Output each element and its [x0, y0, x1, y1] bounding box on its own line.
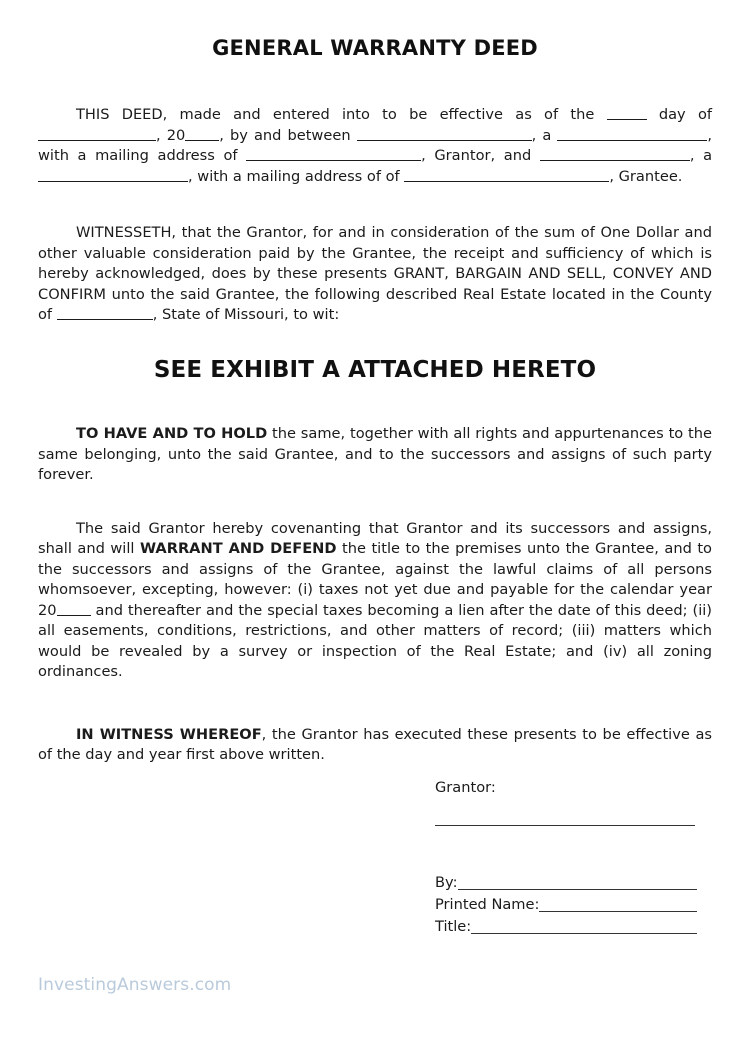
signature-field-label: Title:	[435, 918, 472, 935]
intro-a-label-2: , a	[689, 147, 713, 165]
intro-lead-text: THIS DEED, made and entered into to be effective as of the	[76, 106, 595, 124]
intro-mailing-address-label: , with a mailing address of	[38, 126, 712, 165]
signature-field-printed-name	[435, 895, 697, 915]
signature-field-rule-by[interactable]	[458, 888, 697, 890]
signature-grantor-label: Grantor:	[435, 779, 496, 796]
signature-field-title	[435, 917, 697, 937]
spacer	[38, 326, 712, 356]
witnesseth-state-text: , State of Missouri, to wit:	[152, 306, 340, 324]
signature-field-rule-printed-name[interactable]	[539, 910, 697, 912]
witness-whereof-bold-lead: IN WITNESS WHEREOF	[76, 725, 262, 743]
intro-of-label: of	[697, 106, 713, 124]
covenant-bold-phrase: WARRANT AND DEFEND	[139, 540, 337, 558]
intro-mailing-address-label-2: , with a mailing address of	[188, 167, 381, 185]
intro-year-prefix: 20	[166, 126, 186, 144]
habendum-text: the same, together with all rights and appurtenances to the same belonging, unto the said Grantee, and to the successors and assigns of such party forever.	[38, 425, 712, 484]
intro-by-and-between: , by and between	[219, 126, 351, 144]
blank-calendar-year[interactable]	[57, 603, 91, 616]
spacer	[38, 61, 712, 105]
intro-of-label-2: of	[385, 167, 400, 185]
document-body	[38, 0, 712, 766]
page-title: GENERAL WARRANTY DEED	[212, 36, 538, 60]
signature-field-label: By:	[435, 874, 458, 891]
intro-grantor-and-label: , Grantor, and	[421, 147, 532, 165]
witness-whereof-text: , the Grantor has executed these presents to be effective as of the day and year first above written.	[38, 725, 713, 764]
blank-day[interactable]	[607, 107, 647, 120]
covenant-text-part3: and thereafter and the special taxes becoming a lien after the date of this deed; (ii) all easements, conditions, restrictions, and other matters of record; (iii) matters which would be revealed by a survey or inspection of the Real Estate; and (iv) all zoning ordinances.	[38, 601, 712, 681]
blank-year[interactable]	[185, 128, 219, 141]
spacer	[38, 187, 712, 223]
blank-grantee-entity-type[interactable]	[38, 169, 188, 182]
spacer	[38, 683, 712, 725]
witness-whereof-paragraph	[38, 725, 712, 766]
signature-line[interactable]	[435, 824, 695, 826]
signature-field-rule-title[interactable]	[471, 932, 697, 934]
blank-grantee-address[interactable]	[404, 169, 609, 182]
habendum-paragraph	[38, 424, 712, 486]
intro-day-label: day	[658, 106, 686, 124]
signature-block	[435, 778, 697, 939]
intro-a-label: a	[542, 126, 552, 144]
blank-grantor-entity-type[interactable]	[557, 128, 707, 141]
blank-grantor-address[interactable]	[246, 148, 421, 161]
covenant-text-part1: The said Grantor hereby covenanting that Grantor and its successors and assigns, shall and will	[38, 519, 712, 558]
spacer	[38, 486, 712, 519]
exhibit-heading: SEE EXHIBIT A ATTACHED HERETO	[153, 356, 597, 383]
signature-field-by	[435, 873, 697, 893]
intro-grantee-tail: , Grantee.	[609, 167, 683, 185]
blank-grantor-name[interactable]	[357, 128, 532, 141]
blank-county[interactable]	[57, 307, 153, 320]
signature-fields	[435, 873, 697, 937]
blank-grantee-name[interactable]	[540, 148, 690, 161]
witnesseth-paragraph	[38, 223, 712, 326]
covenant-paragraph	[38, 519, 712, 683]
spacer	[38, 384, 712, 424]
footer-brand-watermark: InvestingAnswers.com	[38, 975, 232, 995]
intro-paragraph: THIS DEED, made and entered into to be effective as of the day of , 20 , by and between , a , with a mailing address of , Grantor, and , a , with a mailing address of of , Grantee.	[38, 106, 713, 185]
signature-field-label: Printed Name:	[435, 896, 540, 913]
blank-month[interactable]	[38, 128, 156, 141]
habendum-bold-lead: TO HAVE AND TO HOLD	[76, 425, 268, 443]
witnesseth-text: WITNESSETH, that the Grantor, for and in consideration of the sum of One Dollar and other valuable consideration paid by the Grantee, the receipt and sufficiency of which is hereby acknowledged, does by these presents GRANT, BARGAIN AND SELL, CONVEY AND CONFIRM unto the said Grantee, the following described Real Estate located in the County of	[38, 224, 712, 324]
covenant-text-part2: the title to the premises unto the Grantee, and to the successors and assigns of the Grantee, against the lawful claims of all persons whomsoever, excepting, however: (i) taxes not yet due and payable for the calendar year 20	[38, 540, 712, 619]
